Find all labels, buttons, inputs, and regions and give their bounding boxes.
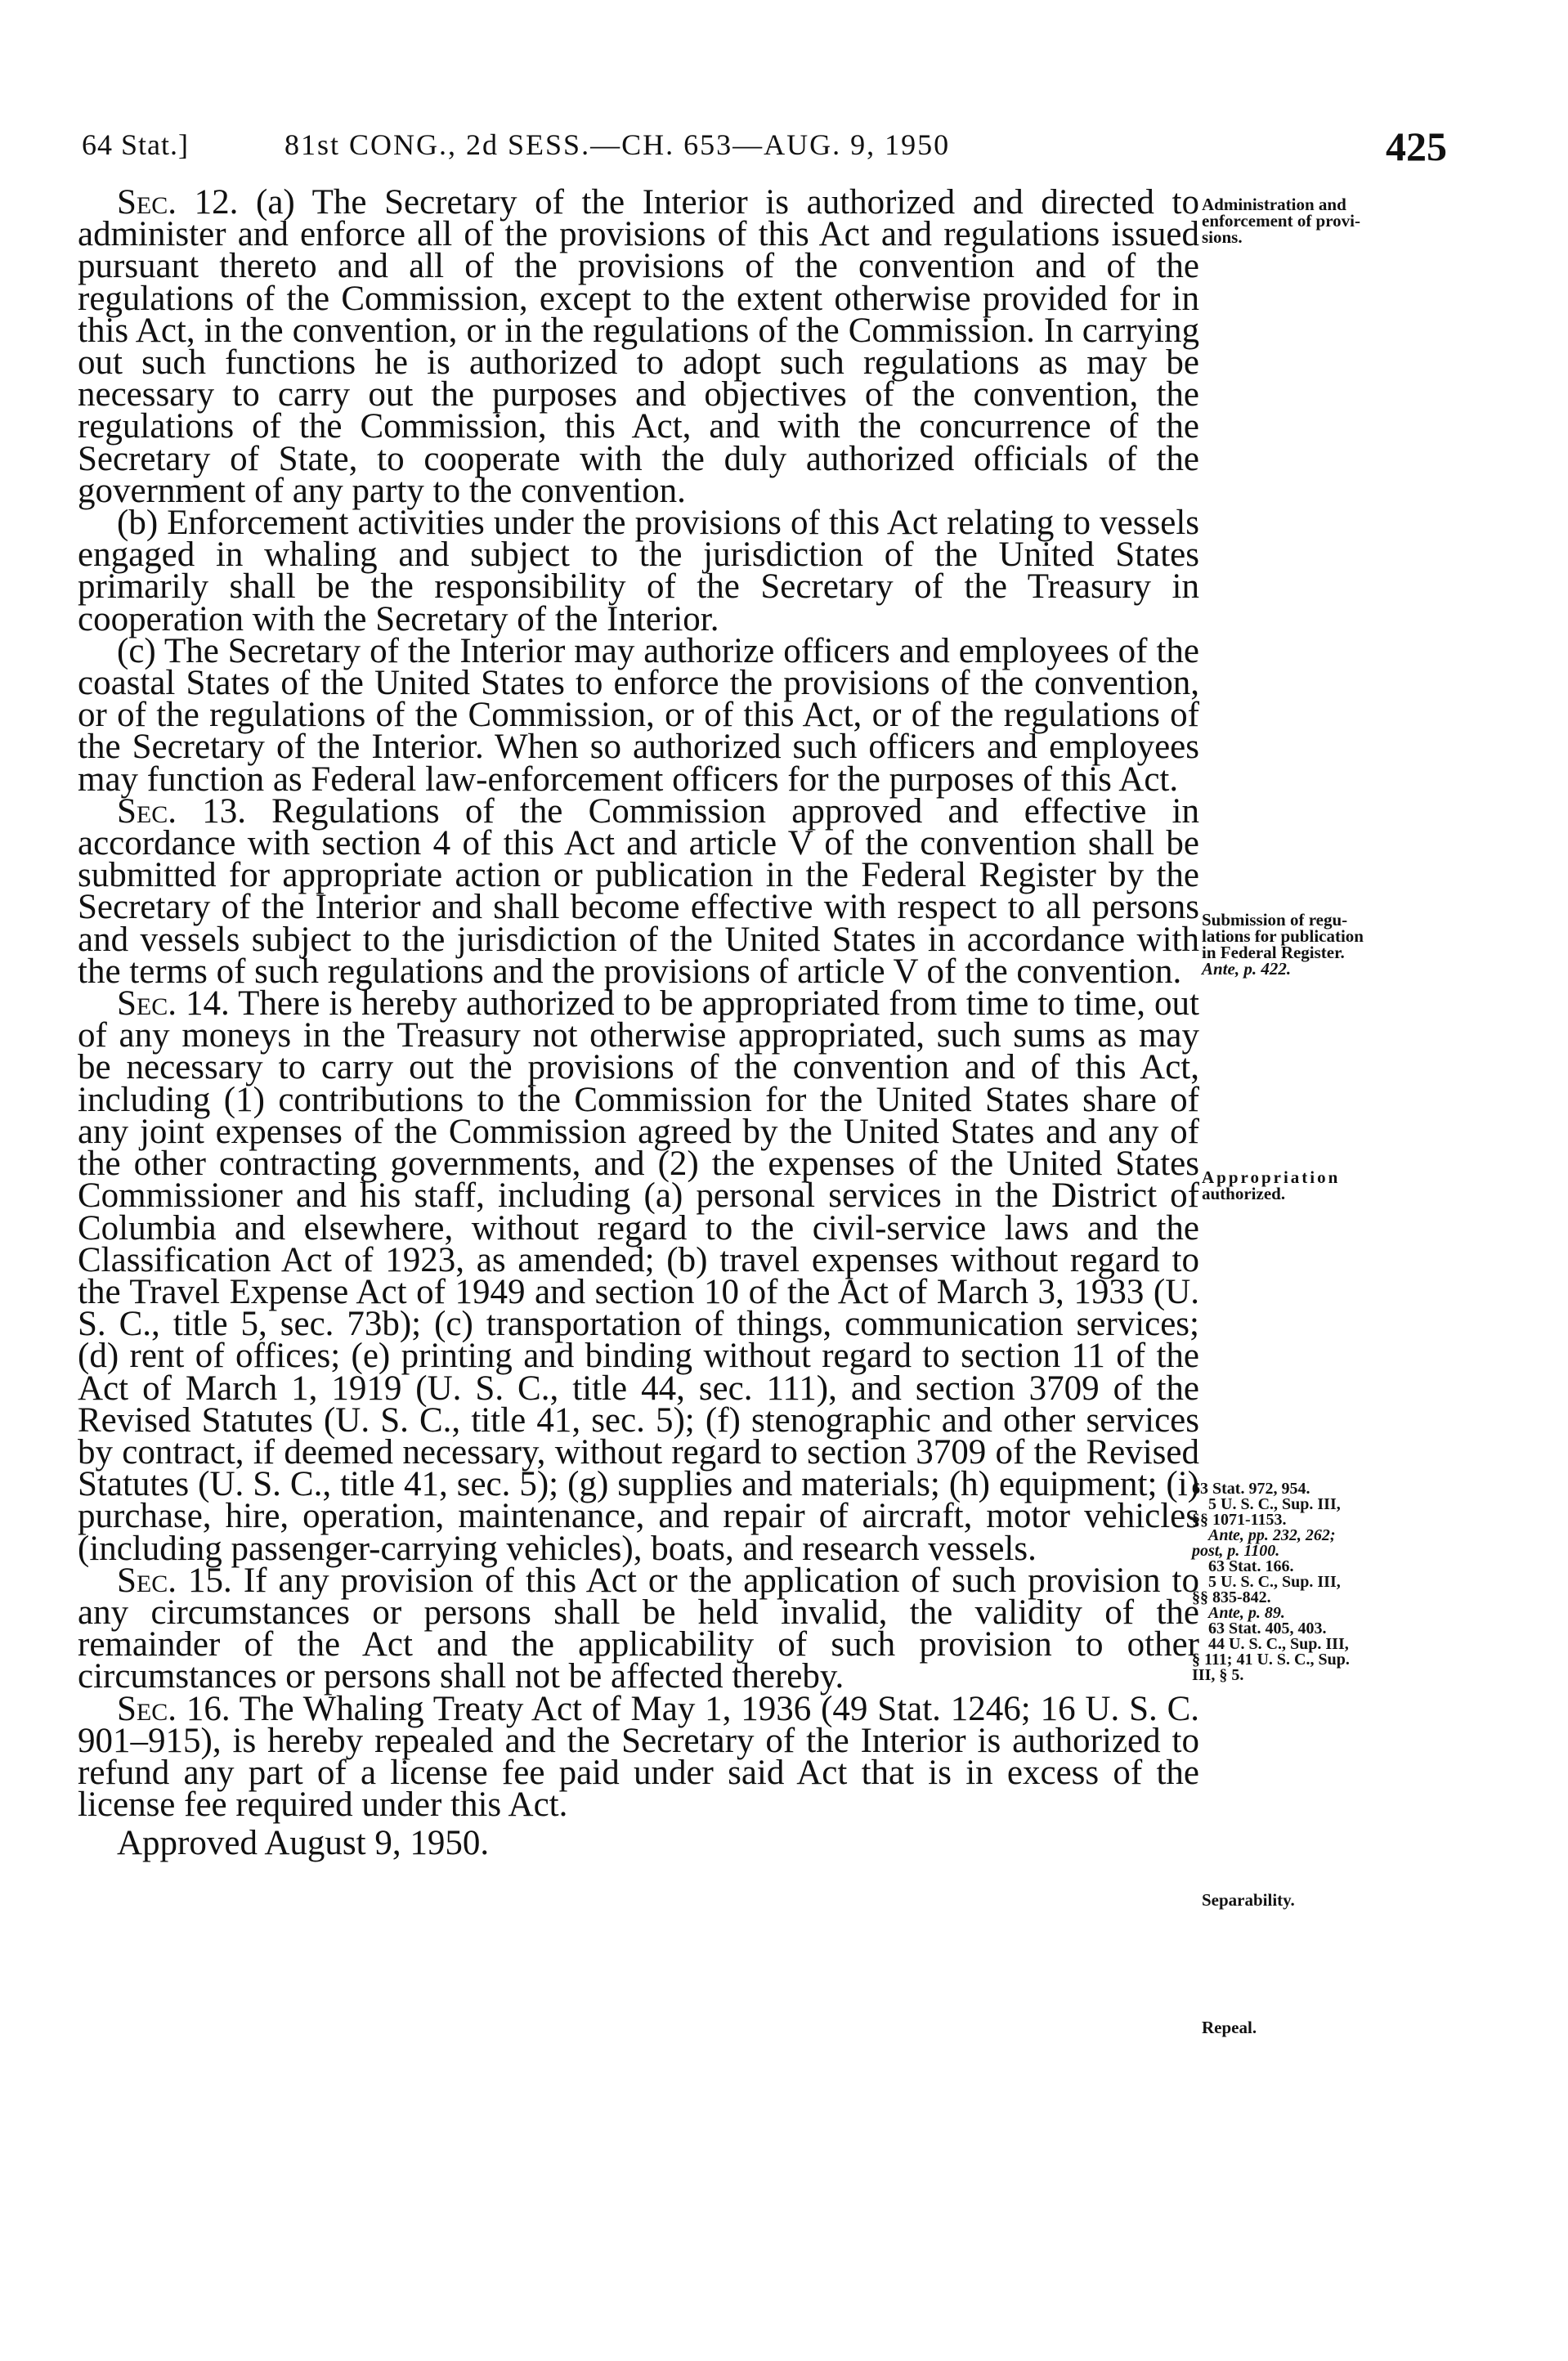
section-16-text: The Whaling Treaty Act of May 1, 1936 (49 Stat. 1246; 16 U. S. C. 901–915), is hereby repealed and the Secretary of the Interior is authorized to refund any part of a license fee paid under said Act that is in excess of the license fee required under this Act. — [78, 1689, 1200, 1825]
section-15-heading: Sec. 15. — [117, 1561, 232, 1600]
statute-reference: 64 Stat.] — [82, 128, 189, 161]
approval-line: Approved August 9, 1950. — [117, 1824, 490, 1863]
margin-note-separability: Separability. — [1202, 1890, 1295, 1910]
running-header — [82, 123, 1447, 172]
section-14-text: There is hereby authorized to be appropriated from time to time, out of any moneys in the Treasury not otherwise appropriated, such sums as may be necessary to carry out the provisions of the convention and of this Act, including (1) contributions to the Commission for the United States share of any joint expenses of the Commission agreed by the United States and any of the other contracting governments, and (2) the expenses of the United States Commissioner and his staff, including (a) personal services in the District of Columbia and elsewhere, without regard to the civil-service laws and the Classification Act of 1923, as amended; (b) travel expenses without regard to the Travel Expense Act of 1949 and section 10 of the Act of March 3, 1933 (U. S. C., title 5, sec. 73b); (c) transportation of things, communication services; (d) rent of offices; (e) printing and binding without regard to section 11 of the Act of March 1, 1919 (U. S. C., title 44, sec. 111), and section 3709 of the Revised Statutes (U. S. C., title 41, sec. 5); (f) stenographic and other services by contract, if deemed necessary, without regard to section 3709 of the Revised Statutes (U. S. C., title 41, sec. 5); (g) supplies and materials; (h) equipment; (i) purchase, hire, operation, maintenance, and repair of aircraft, motor vehicles (including passenger-carrying vehicles), boats, and research vessels. — [78, 984, 1199, 1568]
margin-note-submission: Submission of regu- lations for publication in Federal Register. Ante, p. 422. — [1202, 910, 1364, 979]
section-13-text: Regulations of the Commission approved and effective in accordance with section 4 of this Act and article V of the convention shall be submitted for appropriate action or publication in the Federal Register by the Secretary of the Interior and shall become effective with respect to all persons and vessels subject to the jurisdiction of the United States in accordance with the terms of such regulations and the provisions of article V of the convention. — [78, 791, 1199, 991]
section-14-heading: Sec. 14. — [117, 984, 230, 1024]
section-16-paragraph — [78, 1689, 1200, 1825]
section-12c-paragraph: (c) The Secretary of the Interior may authorize officers and employees of the coastal States of the United States to enforce the provisions of the convention, or of the regulations of the Commission, or of this Act, or of the regulations of the Secretary of the Interior. When so authorized such officers and employees may function as Federal law-enforcement officers for the purposes of this Act. — [78, 631, 1199, 799]
section-13-heading: Sec. 13. — [117, 791, 246, 831]
section-12a-text: (a) The Secretary of the Interior is authorized and directed to administer and enforce all of the provisions of this Act and regulations issued pursuant thereto and all of the provisions of the convention and of the regulations of the Commission, except to the extent otherwise provided for in this Act, in the convention, or in the regulations of the Commission. In carrying out such functions he is authorized to adopt such regulations as may be necessary to carry out the purposes and objectives of the convention, the regulations of the Commission, this Act, and with the concurrence of the Secretary of State, to cooperate with the duly authorized officials of the government of any party to the convention. — [78, 183, 1199, 510]
margin-note-appropriation: Appropriation authorized. — [1202, 1167, 1341, 1203]
section-12-heading: Sec. 12. — [117, 183, 239, 222]
section-13-paragraph — [78, 791, 1199, 991]
margin-note-administration: Administration and enforcement of provi- sions. — [1202, 195, 1361, 247]
section-16-heading: Sec. 16. — [117, 1689, 231, 1728]
main-text-column — [78, 183, 1200, 1863]
page-number: 425 — [1386, 123, 1447, 169]
section-14-paragraph — [78, 984, 1199, 1568]
section-12b-paragraph: (b) Enforcement activities under the provisions of this Act relating to vessels engaged in whaling and subject to the jurisdiction of the United States primarily shall be the responsibility of the Secretary of the Treasury in cooperation with the Secretary of the Interior. — [78, 504, 1199, 638]
session-chapter-date: 81st CONG., 2d SESS.—CH. 653—AUG. 9, 1950 — [284, 128, 951, 161]
section-15-text: If any provision of this Act or the application of such provision to any circumstances or persons shall be held invalid, the validity of the remainder of the Act and the applicability of such provision to other circumstances or persons shall not be affected thereby. — [78, 1561, 1200, 1696]
section-15-paragraph — [78, 1561, 1200, 1696]
section-12a-paragraph — [78, 183, 1199, 510]
margin-note-citations: 63 Stat. 972, 954. 5 U. S. C., Sup. III, §§ 1071-1153. Ante, pp. 232, 262; post, p. 1100. 63 Stat. 166. 5 U. S. C., Sup. III, §§ 835-842. Ante, p. 89. 63 Stat. 405, 403. 44 U. S. C., Sup. III, § 111; 41 U. S. C., Sup. III, § 5. — [1192, 1480, 1350, 1684]
margin-note-repeal: Repeal. — [1202, 2018, 1257, 2037]
